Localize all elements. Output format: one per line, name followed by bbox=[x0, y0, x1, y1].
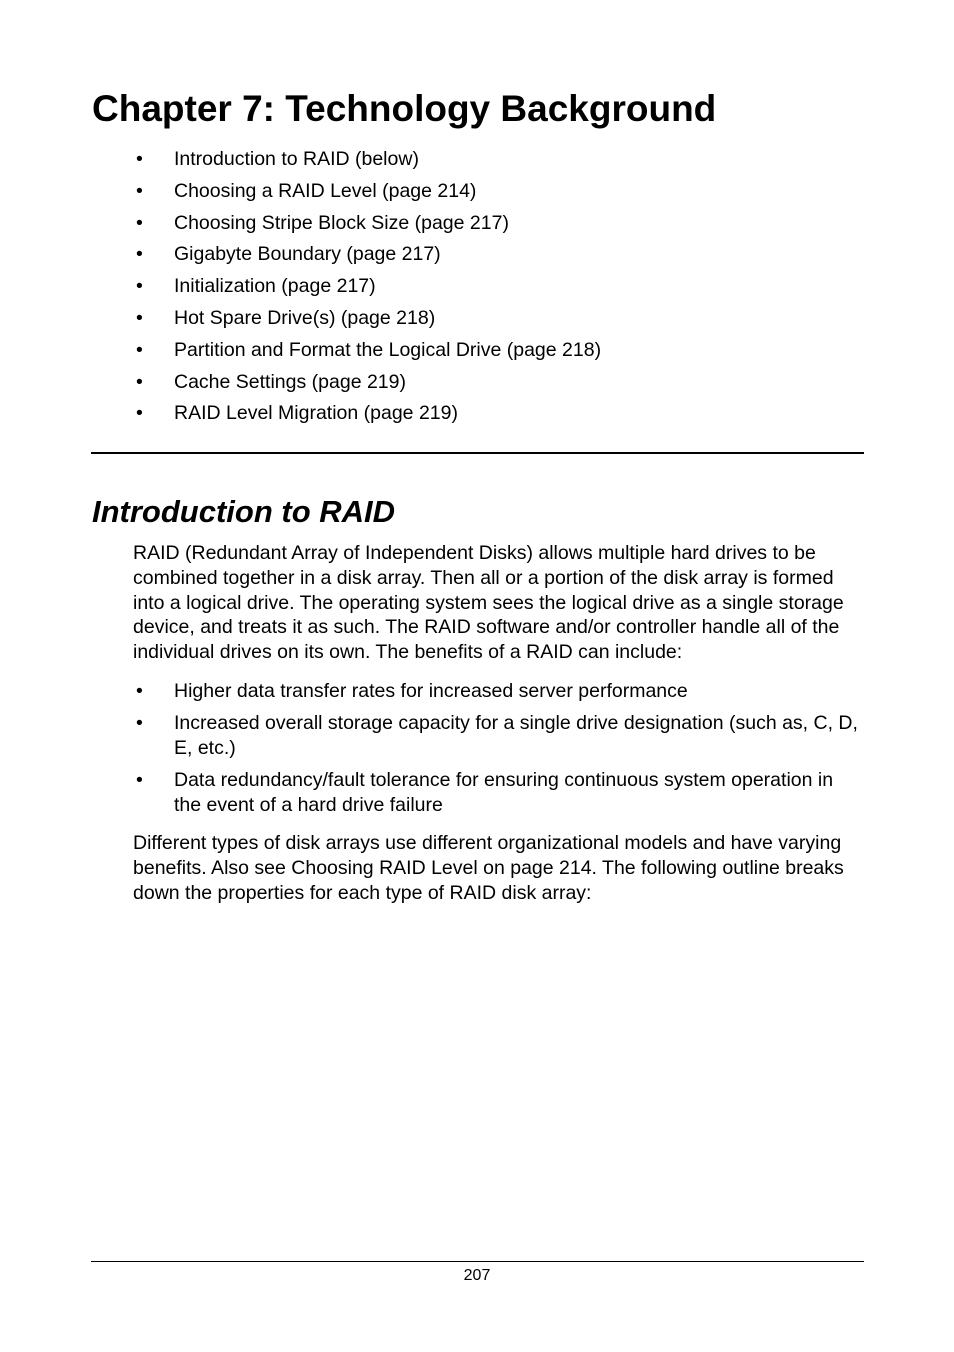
bullet: • bbox=[136, 712, 143, 735]
toc-entry-stripe-block-size[interactable]: Choosing Stripe Block Size (page 217) bbox=[174, 211, 509, 234]
chapter-title: Chapter 7: Technology Background bbox=[92, 88, 717, 129]
chapter-contents-list bbox=[0, 145, 954, 431]
bullet: • bbox=[136, 243, 143, 266]
toc-entry-choosing-raid-level[interactable]: Choosing a RAID Level (page 214) bbox=[174, 179, 477, 202]
toc-entry-raid-level-migration[interactable]: RAID Level Migration (page 219) bbox=[174, 402, 458, 425]
list-item bbox=[0, 768, 954, 818]
benefits-list bbox=[0, 679, 954, 825]
list-item bbox=[0, 304, 954, 336]
list-item bbox=[0, 399, 954, 431]
list-item bbox=[0, 679, 954, 704]
bullet: • bbox=[136, 769, 143, 792]
toc-entry-partition-and-format[interactable]: Partition and Format the Logical Drive (page 218) bbox=[174, 338, 602, 361]
bullet: • bbox=[136, 306, 143, 329]
section-title: Introduction to RAID bbox=[92, 494, 396, 529]
benefit-text: Higher data transfer rates for increased server performance bbox=[174, 680, 688, 702]
bullet: • bbox=[136, 370, 143, 393]
bullet: • bbox=[136, 402, 143, 425]
page-number: 207 bbox=[463, 1267, 491, 1284]
bullet: • bbox=[136, 338, 143, 361]
bullet: • bbox=[136, 275, 143, 298]
bullet: • bbox=[136, 680, 143, 702]
closing-paragraph: Different types of disk arrays use different organizational models and have varying benefits. Also see Choosing RAID Level on page 214. The following outline breaks down the properties for each type of RAID disk array: bbox=[133, 832, 844, 904]
list-item bbox=[0, 368, 954, 400]
list-item bbox=[0, 209, 954, 241]
toc-entry-introduction-to-raid[interactable]: Introduction to RAID (below) bbox=[174, 148, 419, 170]
benefit-text: Data redundancy/fault tolerance for ensuring continuous system operation in the event of a hard drive failure bbox=[174, 769, 834, 817]
toc-entry-initialization[interactable]: Initialization (page 217) bbox=[174, 275, 376, 298]
chapter-divider bbox=[91, 452, 864, 454]
list-item bbox=[0, 272, 954, 304]
toc-entry-hot-spare-drives[interactable]: Hot Spare Drive(s) (page 218) bbox=[174, 306, 436, 329]
bullet: • bbox=[136, 148, 143, 170]
footer-divider bbox=[91, 1261, 864, 1262]
list-item bbox=[0, 711, 954, 761]
toc-entry-gigabyte-boundary[interactable]: Gigabyte Boundary (page 217) bbox=[174, 243, 441, 266]
benefit-text: Increased overall storage capacity for a single drive designation (such as, C, D, E, etc.) bbox=[174, 712, 858, 760]
list-item bbox=[0, 240, 954, 272]
toc-entry-cache-settings[interactable]: Cache Settings (page 219) bbox=[174, 370, 406, 393]
intro-paragraph: RAID (Redundant Array of Independent Disks) allows multiple hard drives to be combined together in a disk array. Then all or a portion of the disk array is formed into a logical drive. The operating system sees the logical drive as a single storage device, and treats it as such. The RAID software and/or controller handle all of the individual drives on its own. The benefits of a RAID can include: bbox=[133, 542, 844, 664]
bullet: • bbox=[136, 179, 143, 202]
list-item bbox=[0, 336, 954, 368]
list-item bbox=[0, 177, 954, 209]
list-item bbox=[0, 145, 954, 177]
bullet: • bbox=[136, 211, 143, 234]
